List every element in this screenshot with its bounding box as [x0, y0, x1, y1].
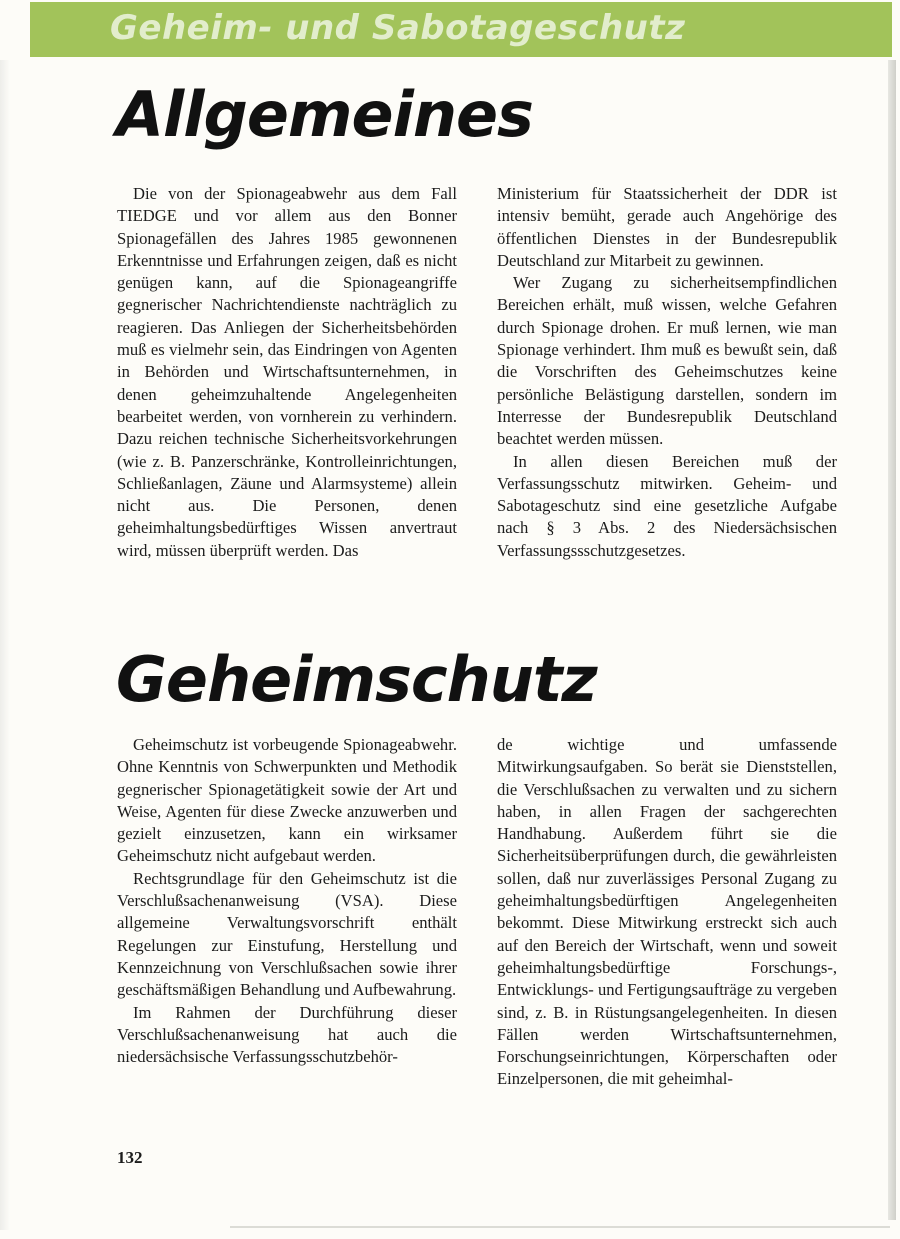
paragraph: Die von der Spionageabwehr aus dem Fall TIEDGE und vor allem aus den Bonner Spionagefällen des Jahres 1985 gewonnenen Erkenntnisse und Erfahrungen zeigen, daß es nicht genügen kann, auf die Spionageangriffe gegnerischer Nachrichtendienste nachträglich zu reagieren. Das Anliegen der Sicherheitsbehörden muß es vielmehr sein, das Eindringen von Agenten in Behörden und Wirtschaftsunternehmen, in denen geheimzuhaltende Angelegenheiten bearbeitet werden, von vornherein zu verhindern. Dazu reichen technische Sicherheitsvorkehrungen (wie z. B. Panzerschränke, Kontrolleinrichtungen, Schließanlagen, Zäune und Alarmsysteme) allein nicht aus. Die Personen, denen geheimhaltungsbedürftiges Wissen anvertraut wird, müssen überprüft werden. Das — [117, 184, 457, 560]
page-edge-shadow — [888, 60, 896, 1220]
allgemeines-left-column — [117, 183, 457, 562]
geheimschutz-right-column — [497, 734, 837, 1091]
page-left-margin — [0, 60, 10, 1230]
paragraph: Wer Zugang zu sicherheitsempfindlichen Bereichen erhält, muß wissen, welche Gefahren durch Spionage drohen. Er muß lernen, wie man Spionage verhindert. Ihm muß es bewußt sein, daß die Vorschriften des Geheimschutzes keine persönliche Belästigung darstellen, sondern im Interresse der Bundesrepublik Deutschland beachtet werden müssen. — [497, 273, 837, 449]
heading-allgemeines: Allgemeines — [116, 78, 533, 151]
paragraph: Ministerium für Staatssicherheit der DDR ist intensiv bemüht, gerade auch Angehörige des öffentlichen Dienstes in der Bundesrepublik Deutschland zur Mitarbeit zu gewinnen. — [497, 184, 837, 270]
page-number: 132 — [117, 1148, 143, 1167]
allgemeines-right-column — [497, 183, 837, 562]
paragraph: In allen diesen Bereichen muß der Verfassungsschutz mitwirken. Geheim- und Sabotageschutz sind eine gesetzliche Aufgabe nach § 3 Abs. 2 des Niedersächsischen Verfassungssschutzgesetzes. — [497, 451, 837, 560]
bottom-divider — [230, 1226, 890, 1228]
section-title: Geheim- und Sabotageschutz — [110, 8, 686, 48]
geheimschutz-left-column — [117, 734, 457, 1068]
section-header-band — [30, 2, 892, 57]
heading-geheimschutz: Geheimschutz — [116, 643, 597, 716]
paragraph: de wichtige und umfassende Mitwirkungsaufgaben. So berät sie Dienststellen, die Verschlußsachen zu verwalten und zu sichern haben, in allen Fragen der sachgerechten Handhabung. Außerdem führt sie die Sicherheitsüberprüfungen durch, die gewährleisten sollen, daß nur zuverlässiges Personal Zugang zu geheimhaltungsbedürftigen Angelegenheiten bekommt. Diese Mitwirkung erstreckt sich auch auf den Bereich der Wirtschaft, wenn und soweit geheimhaltungsbedürftige Forschungs-, Entwicklungs- und Fertigungsaufträge zu vergeben sind, z. B. in Rüstungsangelegenheiten. In diesen Fällen werden Wirtschaftsunternehmen, Forschungseinrichtungen, Körperschaften oder Einzelpersonen, die mit geheimhal- — [497, 735, 837, 1089]
paragraph: Im Rahmen der Durchführung dieser Verschlußsachenanweisung hat auch die niedersächsische Verfassungsschutzbehör- — [117, 1002, 457, 1067]
paragraph: Geheimschutz ist vorbeugende Spionageabwehr. Ohne Kenntnis von Schwerpunkten und Methodik gegnerischer Spionagetätigkeit sowie der Art und Weise, Agenten für diese Zwecke anzuwerben und gezielt einzusetzen, kann ein wirksamer Geheimschutz nicht aufgebaut werden. — [117, 735, 457, 866]
paragraph: Rechtsgrundlage für den Geheimschutz ist die Verschlußsachenanweisung (VSA). Diese allgemeine Verwaltungsvorschrift enthält Regelungen zur Einstufung, Herstellung und Kennzeichnung von Verschlußsachen sowie ihrer geschäftsmäßigen Behandlung und Aufbewahrung. — [117, 868, 457, 1000]
